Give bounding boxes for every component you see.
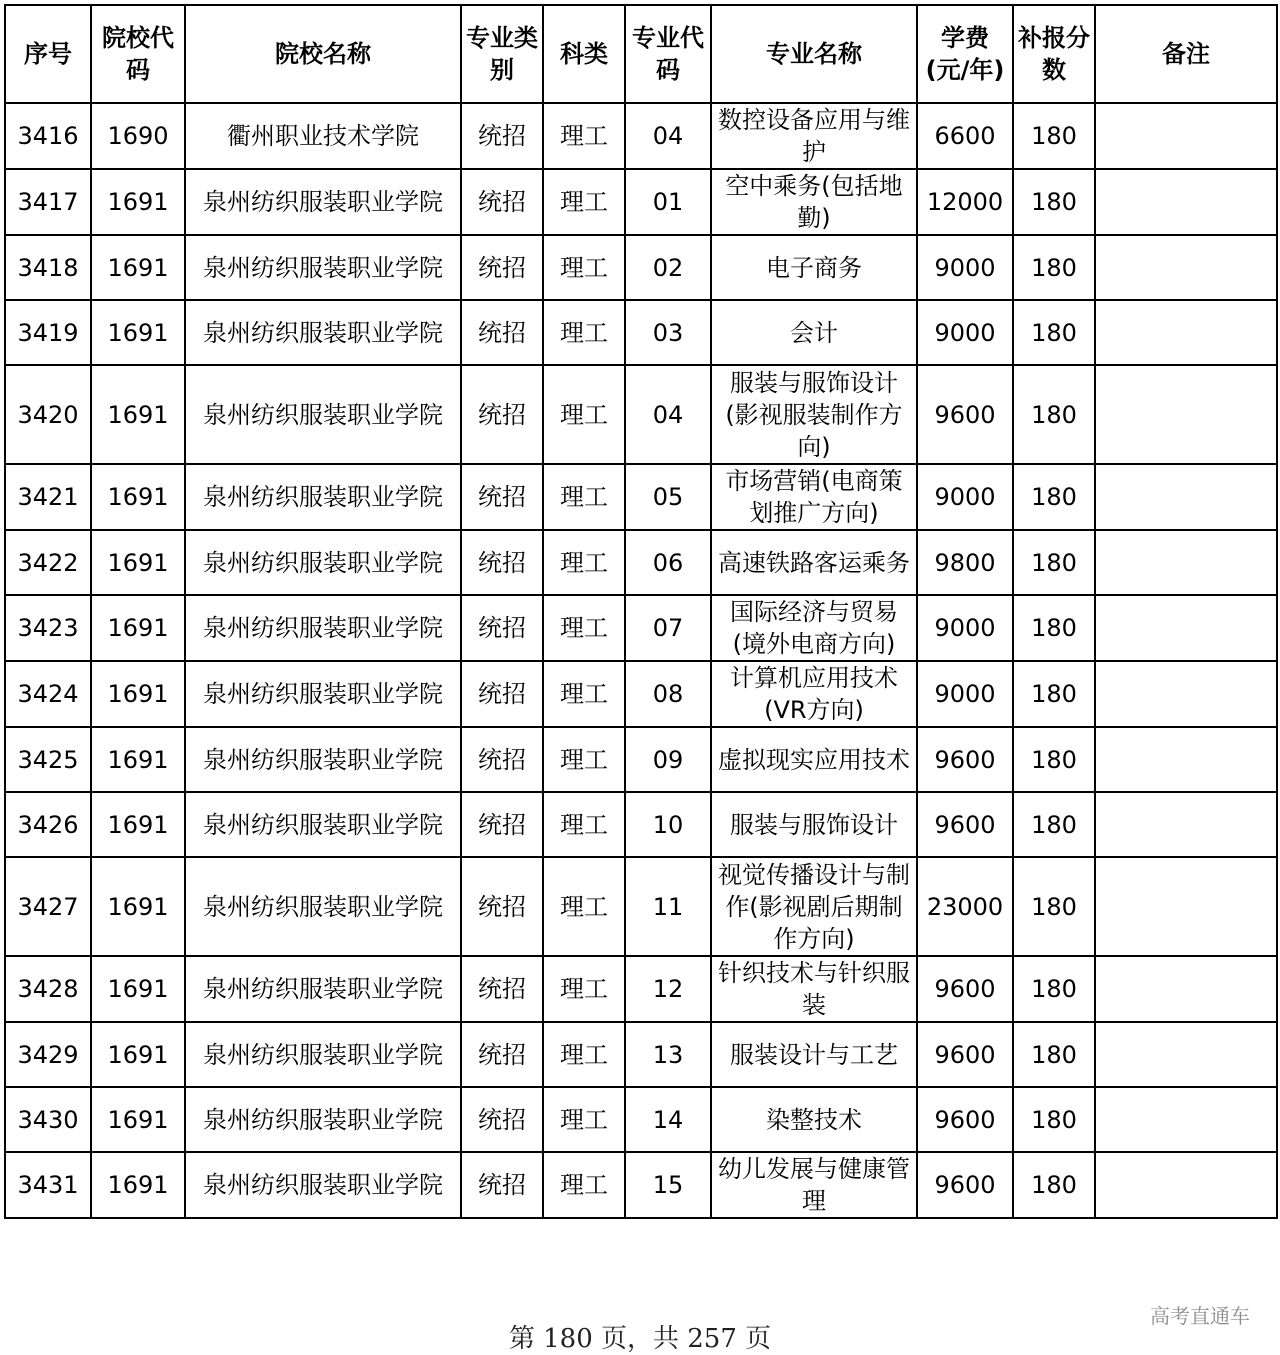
- cell-seq: 3416: [5, 103, 91, 169]
- cell-seq: 3418: [5, 235, 91, 300]
- cell-seq: 3429: [5, 1022, 91, 1087]
- cell-category: 统招: [461, 727, 543, 792]
- cell-tuition: 9600: [917, 792, 1013, 857]
- cell-school-name: 泉州纺织服装职业学院: [185, 1022, 461, 1087]
- cell-subject: 理工: [543, 1152, 625, 1218]
- cell-major-name: 针织技术与针织服装: [711, 956, 917, 1022]
- cell-major-code: 15: [625, 1152, 711, 1218]
- cell-note: [1095, 1152, 1277, 1218]
- cell-school-name: 泉州纺织服装职业学院: [185, 956, 461, 1022]
- cell-school-code: 1691: [91, 169, 185, 235]
- cell-school-name: 泉州纺织服装职业学院: [185, 857, 461, 956]
- cell-major-name: 服装与服饰设计(影视服装制作方向): [711, 365, 917, 464]
- cell-category: 统招: [461, 792, 543, 857]
- cell-major-name: 虚拟现实应用技术: [711, 727, 917, 792]
- cell-category: 统招: [461, 169, 543, 235]
- cell-seq: 3426: [5, 792, 91, 857]
- table-row: [5, 1022, 1277, 1087]
- cell-tuition: 9600: [917, 956, 1013, 1022]
- table-row: [5, 727, 1277, 792]
- cell-major-code: 04: [625, 103, 711, 169]
- cell-seq: 3427: [5, 857, 91, 956]
- cell-note: [1095, 792, 1277, 857]
- cell-note: [1095, 300, 1277, 365]
- cell-school-code: 1691: [91, 857, 185, 956]
- cell-major-name: 会计: [711, 300, 917, 365]
- watermark-text: 高考直通车: [1150, 1304, 1250, 1328]
- cell-note: [1095, 103, 1277, 169]
- cell-tuition: 9000: [917, 464, 1013, 530]
- cell-note: [1095, 956, 1277, 1022]
- cell-school-code: 1691: [91, 956, 185, 1022]
- cell-seq: 3420: [5, 365, 91, 464]
- table-body: [5, 103, 1277, 1218]
- cell-school-code: 1691: [91, 595, 185, 661]
- cell-category: 统招: [461, 464, 543, 530]
- cell-major-name: 高速铁路客运乘务: [711, 530, 917, 595]
- cell-subject: 理工: [543, 464, 625, 530]
- cell-school-name: 泉州纺织服装职业学院: [185, 300, 461, 365]
- cell-tuition: 9000: [917, 300, 1013, 365]
- cell-major-code: 11: [625, 857, 711, 956]
- cell-tuition: 9800: [917, 530, 1013, 595]
- cell-seq: 3422: [5, 530, 91, 595]
- table-row: [5, 792, 1277, 857]
- cell-subject: 理工: [543, 792, 625, 857]
- admissions-table: [4, 4, 1278, 1219]
- cell-note: [1095, 727, 1277, 792]
- cell-school-code: 1691: [91, 464, 185, 530]
- cell-subject: 理工: [543, 530, 625, 595]
- cell-seq: 3423: [5, 595, 91, 661]
- header-major-code: 专业代码: [625, 5, 711, 103]
- cell-subject: 理工: [543, 595, 625, 661]
- table-row: [5, 235, 1277, 300]
- cell-seq: 3430: [5, 1087, 91, 1152]
- cell-category: 统招: [461, 661, 543, 727]
- cell-tuition: 9600: [917, 1087, 1013, 1152]
- cell-score: 180: [1013, 956, 1095, 1022]
- cell-subject: 理工: [543, 1022, 625, 1087]
- header-subject: 科类: [543, 5, 625, 103]
- cell-seq: 3424: [5, 661, 91, 727]
- cell-school-name: 泉州纺织服装职业学院: [185, 235, 461, 300]
- cell-school-code: 1691: [91, 1152, 185, 1218]
- table-row: [5, 103, 1277, 169]
- cell-major-code: 07: [625, 595, 711, 661]
- cell-tuition: 9000: [917, 661, 1013, 727]
- cell-school-name: 泉州纺织服装职业学院: [185, 1087, 461, 1152]
- cell-major-code: 13: [625, 1022, 711, 1087]
- cell-tuition: 9600: [917, 727, 1013, 792]
- table-row: [5, 1152, 1277, 1218]
- cell-subject: 理工: [543, 727, 625, 792]
- cell-score: 180: [1013, 1022, 1095, 1087]
- cell-major-code: 01: [625, 169, 711, 235]
- cell-major-name: 幼儿发展与健康管理: [711, 1152, 917, 1218]
- cell-tuition: 12000: [917, 169, 1013, 235]
- cell-major-name: 服装设计与工艺: [711, 1022, 917, 1087]
- header-row: [5, 5, 1277, 103]
- cell-major-code: 14: [625, 1087, 711, 1152]
- table-row: [5, 956, 1277, 1022]
- cell-seq: 3417: [5, 169, 91, 235]
- cell-major-code: 12: [625, 956, 711, 1022]
- cell-category: 统招: [461, 300, 543, 365]
- cell-major-name: 市场营销(电商策划推广方向): [711, 464, 917, 530]
- cell-note: [1095, 530, 1277, 595]
- cell-seq: 3419: [5, 300, 91, 365]
- cell-tuition: 23000: [917, 857, 1013, 956]
- cell-school-code: 1691: [91, 661, 185, 727]
- cell-tuition: 9600: [917, 1152, 1013, 1218]
- cell-note: [1095, 1087, 1277, 1152]
- cell-seq: 3431: [5, 1152, 91, 1218]
- cell-category: 统招: [461, 595, 543, 661]
- header-school-name: 院校名称: [185, 5, 461, 103]
- cell-subject: 理工: [543, 103, 625, 169]
- table-row: [5, 464, 1277, 530]
- table-row: [5, 530, 1277, 595]
- cell-major-name: 国际经济与贸易(境外电商方向): [711, 595, 917, 661]
- cell-category: 统招: [461, 1152, 543, 1218]
- cell-tuition: 9000: [917, 595, 1013, 661]
- cell-major-code: 04: [625, 365, 711, 464]
- cell-major-code: 02: [625, 235, 711, 300]
- cell-major-name: 计算机应用技术(VR方向): [711, 661, 917, 727]
- cell-school-name: 泉州纺织服装职业学院: [185, 1152, 461, 1218]
- cell-score: 180: [1013, 857, 1095, 956]
- cell-major-name: 数控设备应用与维护: [711, 103, 917, 169]
- cell-score: 180: [1013, 727, 1095, 792]
- header-major-name: 专业名称: [711, 5, 917, 103]
- header-score: 补报分数: [1013, 5, 1095, 103]
- cell-school-code: 1691: [91, 300, 185, 365]
- cell-category: 统招: [461, 103, 543, 169]
- cell-major-name: 视觉传播设计与制作(影视剧后期制作方向): [711, 857, 917, 956]
- cell-tuition: 9600: [917, 365, 1013, 464]
- cell-school-name: 泉州纺织服装职业学院: [185, 727, 461, 792]
- cell-note: [1095, 661, 1277, 727]
- table-row: [5, 365, 1277, 464]
- cell-school-name: 泉州纺织服装职业学院: [185, 530, 461, 595]
- cell-major-code: 05: [625, 464, 711, 530]
- cell-score: 180: [1013, 661, 1095, 727]
- cell-seq: 3425: [5, 727, 91, 792]
- cell-school-name: 衢州职业技术学院: [185, 103, 461, 169]
- table-row: [5, 857, 1277, 956]
- cell-score: 180: [1013, 103, 1095, 169]
- cell-note: [1095, 169, 1277, 235]
- cell-tuition: 9600: [917, 1022, 1013, 1087]
- cell-school-code: 1691: [91, 727, 185, 792]
- cell-note: [1095, 365, 1277, 464]
- cell-score: 180: [1013, 464, 1095, 530]
- cell-school-code: 1691: [91, 365, 185, 464]
- cell-category: 统招: [461, 1022, 543, 1087]
- cell-seq: 3421: [5, 464, 91, 530]
- cell-school-name: 泉州纺织服装职业学院: [185, 169, 461, 235]
- cell-note: [1095, 857, 1277, 956]
- cell-subject: 理工: [543, 169, 625, 235]
- cell-major-code: 03: [625, 300, 711, 365]
- cell-subject: 理工: [543, 956, 625, 1022]
- header-tuition: 学费(元/年): [917, 5, 1013, 103]
- cell-major-name: 染整技术: [711, 1087, 917, 1152]
- cell-category: 统招: [461, 235, 543, 300]
- table-row: [5, 300, 1277, 365]
- cell-subject: 理工: [543, 661, 625, 727]
- header-category: 专业类别: [461, 5, 543, 103]
- cell-school-name: 泉州纺织服装职业学院: [185, 464, 461, 530]
- cell-note: [1095, 464, 1277, 530]
- cell-score: 180: [1013, 1087, 1095, 1152]
- cell-tuition: 9000: [917, 235, 1013, 300]
- table-row: [5, 169, 1277, 235]
- cell-category: 统招: [461, 365, 543, 464]
- cell-tuition: 6600: [917, 103, 1013, 169]
- cell-major-name: 电子商务: [711, 235, 917, 300]
- table-row: [5, 595, 1277, 661]
- cell-subject: 理工: [543, 235, 625, 300]
- cell-school-name: 泉州纺织服装职业学院: [185, 365, 461, 464]
- cell-major-name: 服装与服饰设计: [711, 792, 917, 857]
- cell-score: 180: [1013, 365, 1095, 464]
- header-note: 备注: [1095, 5, 1277, 103]
- cell-score: 180: [1013, 300, 1095, 365]
- cell-school-name: 泉州纺织服装职业学院: [185, 792, 461, 857]
- cell-subject: 理工: [543, 1087, 625, 1152]
- header-school-code: 院校代码: [91, 5, 185, 103]
- cell-school-code: 1690: [91, 103, 185, 169]
- cell-school-code: 1691: [91, 235, 185, 300]
- cell-major-code: 09: [625, 727, 711, 792]
- cell-school-name: 泉州纺织服装职业学院: [185, 661, 461, 727]
- cell-school-name: 泉州纺织服装职业学院: [185, 595, 461, 661]
- table-row: [5, 661, 1277, 727]
- cell-score: 180: [1013, 169, 1095, 235]
- cell-category: 统招: [461, 1087, 543, 1152]
- cell-seq: 3428: [5, 956, 91, 1022]
- cell-score: 180: [1013, 235, 1095, 300]
- cell-school-code: 1691: [91, 792, 185, 857]
- cell-score: 180: [1013, 530, 1095, 595]
- cell-score: 180: [1013, 595, 1095, 661]
- cell-score: 180: [1013, 792, 1095, 857]
- table-row: [5, 1087, 1277, 1152]
- cell-note: [1095, 235, 1277, 300]
- cell-note: [1095, 1022, 1277, 1087]
- cell-note: [1095, 595, 1277, 661]
- cell-subject: 理工: [543, 857, 625, 956]
- cell-score: 180: [1013, 1152, 1095, 1218]
- cell-school-code: 1691: [91, 1022, 185, 1087]
- cell-subject: 理工: [543, 365, 625, 464]
- cell-major-code: 08: [625, 661, 711, 727]
- cell-major-code: 10: [625, 792, 711, 857]
- cell-school-code: 1691: [91, 530, 185, 595]
- cell-category: 统招: [461, 530, 543, 595]
- cell-major-code: 06: [625, 530, 711, 595]
- cell-category: 统招: [461, 956, 543, 1022]
- cell-major-name: 空中乘务(包括地勤): [711, 169, 917, 235]
- cell-category: 统招: [461, 857, 543, 956]
- header-seq: 序号: [5, 5, 91, 103]
- cell-school-code: 1691: [91, 1087, 185, 1152]
- cell-subject: 理工: [543, 300, 625, 365]
- page-number: 第 180 页，共 257 页: [508, 1324, 772, 1354]
